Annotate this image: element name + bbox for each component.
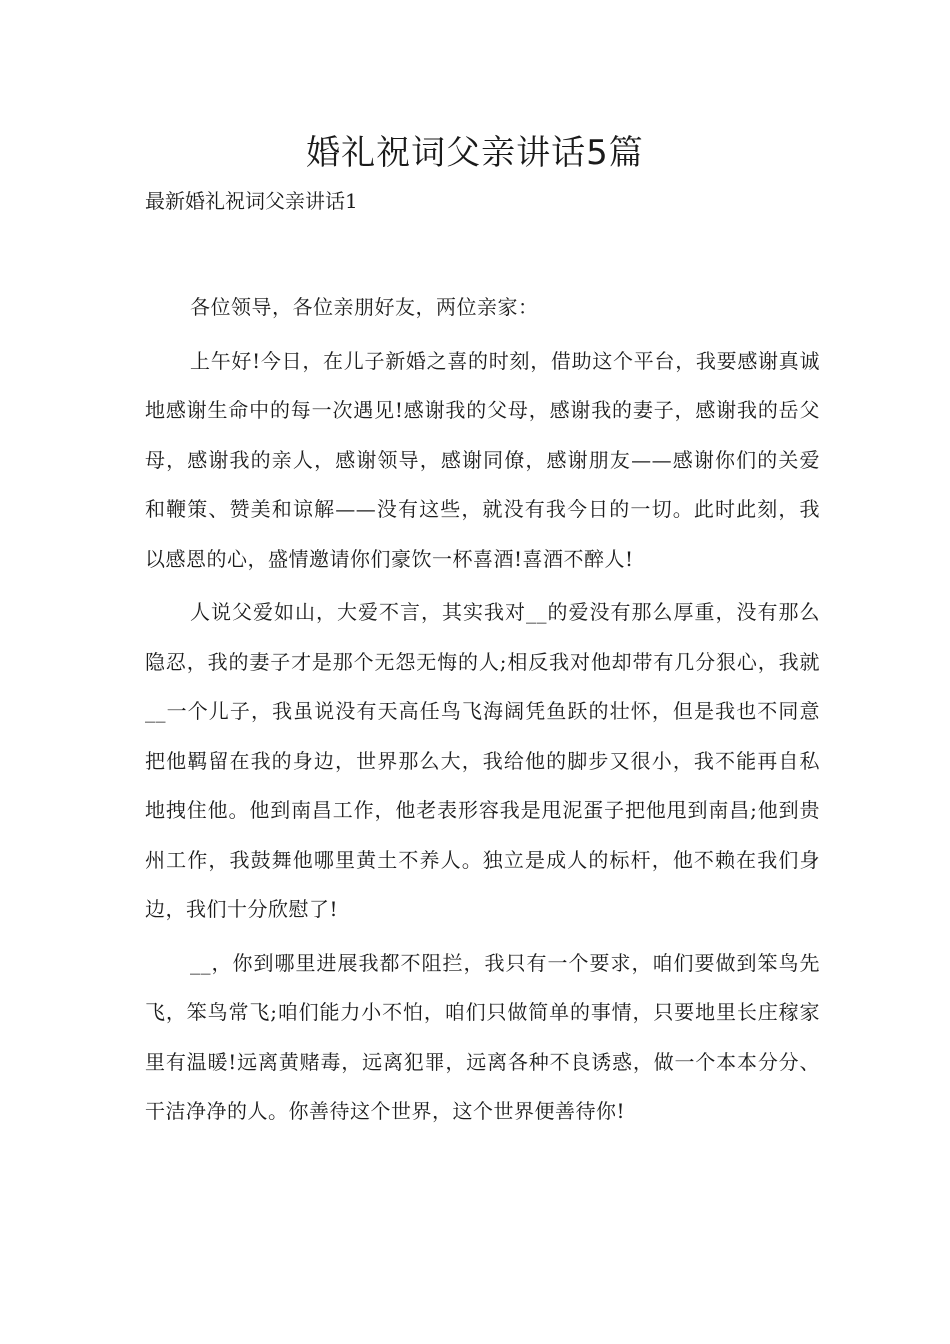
paragraph-advice: __，你到哪里进展我都不阻拦，我只有一个要求，咱们要做到笨鸟先飞，笨鸟常飞;咱们能力小不怕，咱们只做简单的事情，只要地里长庄稼家里有温暖!远离黄赌毒，远离犯罪，远离各种不良诱惑，做一个本本分分、干洁净净的人。你善待这个世界，这个世界便善待你!	[145, 950, 820, 1123]
paragraph-fatherly-love: 人说父爱如山，大爱不言，其实我对__的爱没有那么厚重，没有那么隐忍，我的妻子才是那个无怨无悔的人;相反我对他却带有几分狠心，我就__一个儿子，我虽说没有天高任鸟飞海阔凭鱼跃的壮怀，但是我也不同意把他羁留在我的身边，世界那么大，我给他的脚步又很小，我不能再自私地拽住他。他到南昌工作，他老表形容我是甩泥蛋子把他甩到南昌;他到贵州工作，我鼓舞他哪里黄土不养人。独立是成人的标杆，他不赖在我们身边，我们十分欣慰了!	[145, 600, 820, 921]
paragraph-thanks: 上午好!今日，在儿子新婚之喜的时刻，借助这个平台，我要感谢真诚地感谢生命中的每一次遇见!感谢我的父母，感谢我的妻子，感谢我的岳父母，感谢我的亲人，感谢领导，感谢同僚，感谢朋友——感谢你们的关爱和鞭策、赞美和谅解——没有这些，就没有我今日的一切。此时此刻，我以感恩的心，盛情邀请你们豪饮一杯喜酒!喜酒不醉人!	[145, 348, 820, 571]
document-subtitle: 最新婚礼祝词父亲讲话1	[145, 189, 358, 213]
document-title: 婚礼祝词父亲讲话5篇	[306, 133, 644, 173]
document-body	[145, 283, 820, 1141]
paragraph-greeting: 各位领导，各位亲朋好友，两位亲家：	[190, 295, 539, 319]
